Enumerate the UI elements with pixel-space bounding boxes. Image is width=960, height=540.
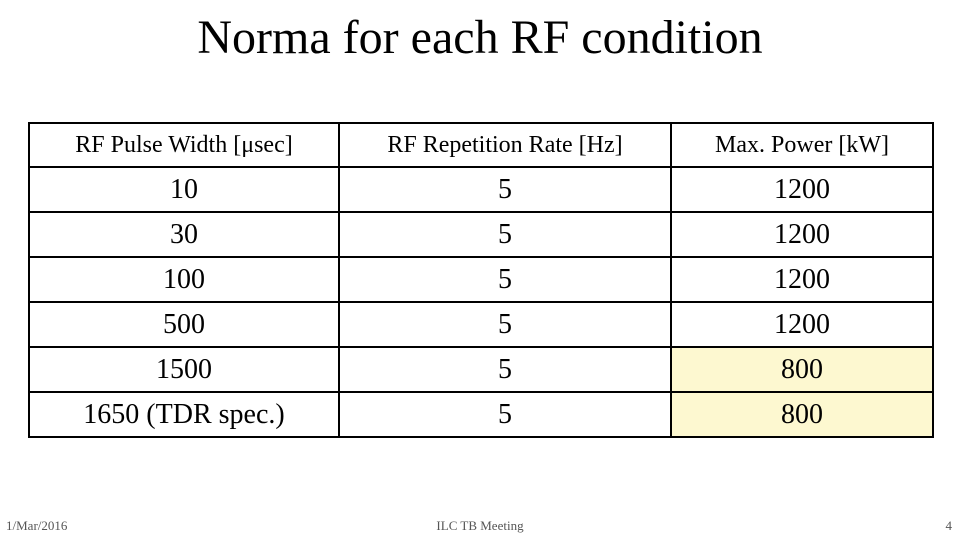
cell-max-power: 1200	[671, 257, 933, 302]
cell-pulse-width: 1500	[29, 347, 339, 392]
cell-repetition-rate: 5	[339, 392, 671, 437]
cell-pulse-width: 30	[29, 212, 339, 257]
table-row	[29, 212, 933, 257]
cell-max-power: 1200	[671, 302, 933, 347]
cell-pulse-width: 100	[29, 257, 339, 302]
cell-max-power: 1200	[671, 167, 933, 212]
cell-max-power: 1200	[671, 212, 933, 257]
cell-repetition-rate: 5	[339, 212, 671, 257]
table-row	[29, 347, 933, 392]
header-max-power: Max. Power [kW]	[671, 123, 933, 167]
header-repetition-rate: RF Repetition Rate [Hz]	[339, 123, 671, 167]
table-row	[29, 302, 933, 347]
cell-repetition-rate: 5	[339, 167, 671, 212]
footer-meeting-name: ILC TB Meeting	[436, 518, 524, 533]
cell-repetition-rate: 5	[339, 347, 671, 392]
cell-pulse-width: 1650 (TDR spec.)	[29, 392, 339, 437]
footer-date: 1/Mar/2016	[6, 518, 68, 533]
cell-max-power: 800	[671, 392, 933, 437]
cell-pulse-width: 500	[29, 302, 339, 347]
table-header-row	[29, 123, 933, 167]
cell-repetition-rate: 5	[339, 257, 671, 302]
cell-repetition-rate: 5	[339, 302, 671, 347]
table-row	[29, 167, 933, 212]
footer-page-number: 4	[945, 518, 952, 533]
header-pulse-width: RF Pulse Width [μsec]	[29, 123, 339, 167]
cell-max-power: 800	[671, 347, 933, 392]
table-row	[29, 257, 933, 302]
table-row	[29, 392, 933, 437]
cell-pulse-width: 10	[29, 167, 339, 212]
rf-conditions-table	[28, 122, 934, 438]
slide-title: Norma for each RF condition	[197, 11, 763, 64]
